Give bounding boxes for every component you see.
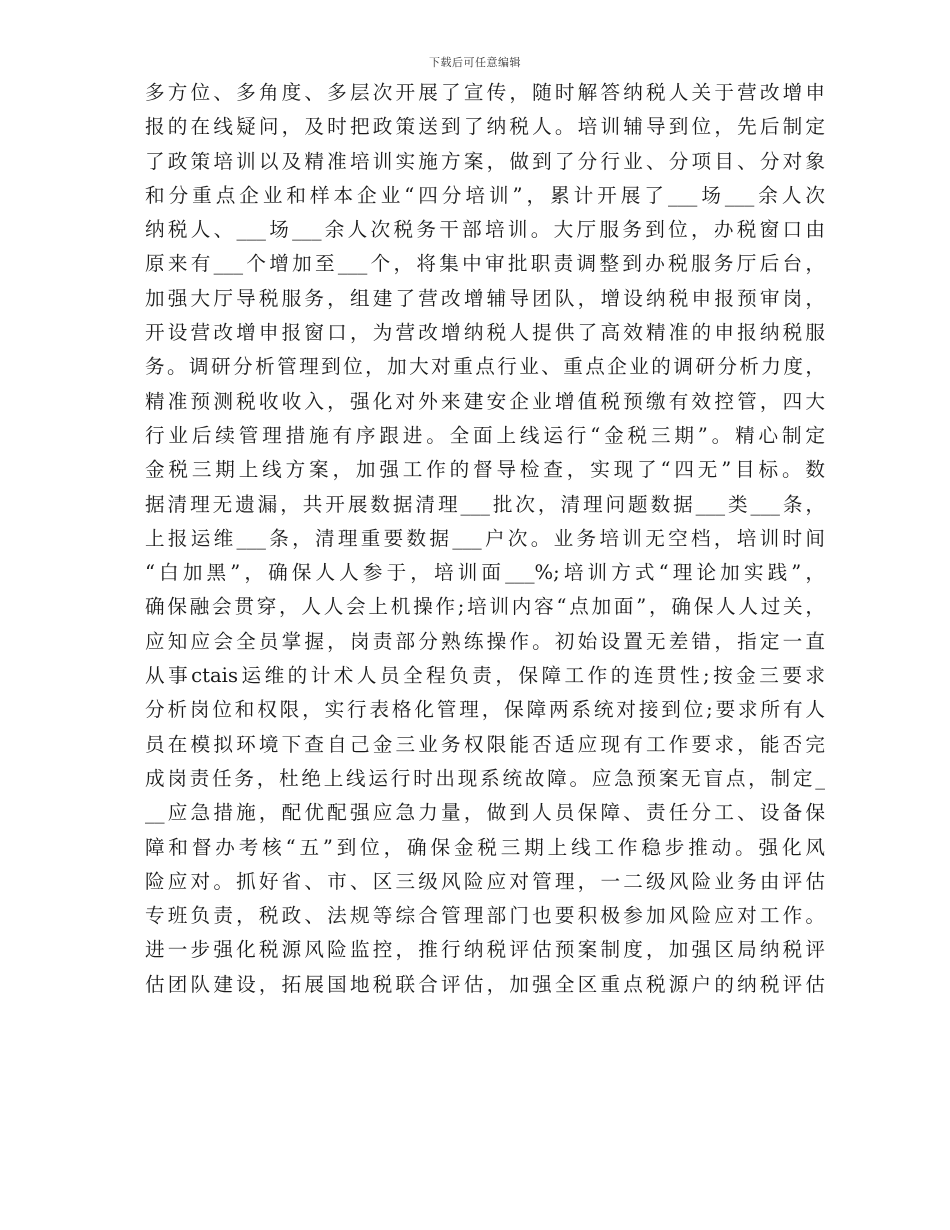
paragraph-line: 专班负责，税政、法规等综合管理部门也要积极参加风险应对工作。: [145, 904, 825, 928]
paragraph-line: 估团队建设，拓展国地税联合评估，加强全区重点税源户的纳税评估: [145, 972, 825, 996]
paragraph-line: 分析岗位和权限，实行表格化管理，保障两系统对接到位;要求所有人: [145, 698, 825, 722]
paragraph-line: __应急措施，配优配强应急力量，做到人员保障、责任分工、设备保: [145, 801, 825, 825]
paragraph-line: 成岗责任务，杜绝上线运行时出现系统故障。应急预案无盲点，制定_: [145, 766, 825, 790]
paragraph-line: 上报运维___条，清理重要数据___户次。业务培训无空档，培训时间: [145, 526, 825, 550]
paragraph-line: 进一步强化税源风险监控，推行纳税评估预案制度，加强区局纳税评: [145, 938, 825, 962]
document-body: [145, 76, 825, 1002]
paragraph-line: 确保融会贯穿，人人会上机操作;培训内容“点加面”，确保人人过关，: [145, 595, 825, 619]
paragraph-line: 报的在线疑问，及时把政策送到了纳税人。培训辅导到位，先后制定: [145, 115, 825, 139]
paragraph-line: 开设营改增申报窗口，为营改增纳税人提供了高效精准的申报纳税服: [145, 321, 825, 345]
paragraph-line: 据清理无遗漏，共开展数据清理___批次，清理问题数据___类___条，: [145, 492, 825, 516]
paragraph-line: 员在模拟环境下查自己金三业务权限能否适应现有工作要求，能否完: [145, 732, 825, 756]
paragraph-line: 障和督办考核“五”到位，确保金税三期上线工作稳步推动。强化风: [145, 835, 825, 859]
paragraph-line: 险应对。抓好省、市、区三级风险应对管理，一二级风险业务由评估: [145, 869, 825, 893]
paragraph-line: 精准预测税收收入，强化对外来建安企业增值税预缴有效控管，四大: [145, 389, 825, 413]
paragraph-line: 行业后续管理措施有序跟进。全面上线运行“金税三期”。精心制定: [145, 423, 825, 447]
paragraph-line: 务。调研分析管理到位，加大对重点行业、重点企业的调研分析力度，: [145, 355, 825, 379]
paragraph-line: 金税三期上线方案，加强工作的督导检查，实现了“四无”目标。数: [145, 458, 825, 482]
paragraph-line: 多方位、多角度、多层次开展了宣传，随时解答纳税人关于营改增申: [145, 81, 825, 104]
paragraph-line: 原来有___个增加至___个，将集中审批职责调整到办税服务厅后台，: [145, 252, 825, 276]
paragraph-line: 应知应会全员掌握，岗责部分熟练操作。初始设置无差错，指定一直: [145, 629, 825, 653]
paragraph-line: 纳税人、___场___余人次税务干部培训。大厅服务到位，办税窗口由: [145, 218, 825, 242]
paragraph-line: 从事ctais运维的计术人员全程负责，保障工作的连贯性;按金三要求: [145, 664, 825, 688]
page-header: 下载后可任意编辑: [429, 56, 521, 69]
paragraph-line: “白加黑”，确保人人参于，培训面___%;培训方式“理论加实践”，: [145, 561, 825, 585]
paragraph-line: 和分重点企业和样本企业“四分培训”，累计开展了___场___余人次: [145, 183, 825, 207]
paragraph-line: 了政策培训以及精准培训实施方案，做到了分行业、分项目、分对象: [145, 149, 825, 173]
paragraph-line: 加强大厅导税服务，组建了营改增辅导团队，增设纳税申报预审岗，: [145, 286, 825, 310]
